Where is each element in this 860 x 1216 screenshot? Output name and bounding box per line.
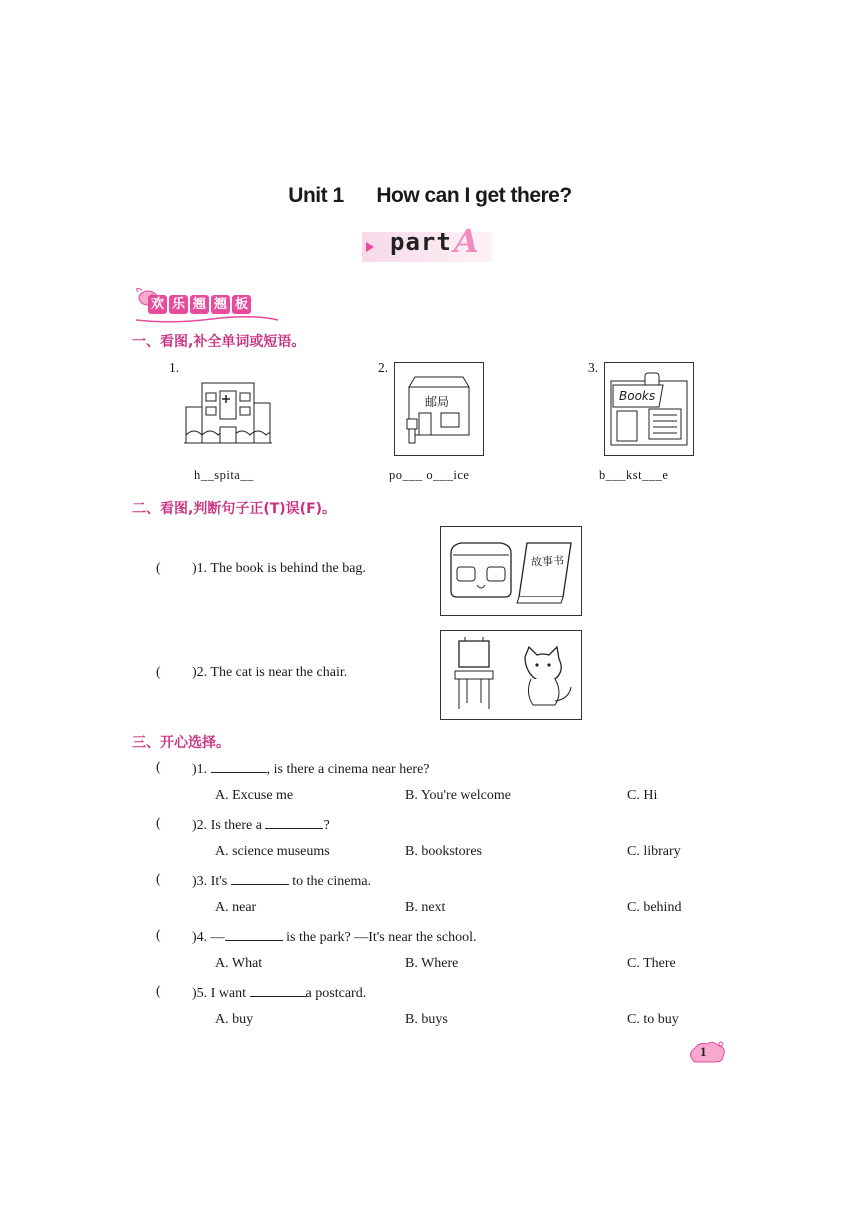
banner-char: 欢 <box>148 295 167 314</box>
page-number <box>687 1040 727 1066</box>
bag-book-picture <box>440 526 582 616</box>
unit-label: Unit 1 <box>288 184 344 207</box>
cat-icon <box>441 631 581 719</box>
page-number-text: 1 <box>700 1044 707 1059</box>
option-a: A. near <box>215 900 257 915</box>
banner-char: 板 <box>232 295 251 314</box>
fill-word: h__spita__ <box>194 468 254 482</box>
option-b: B. bookstores <box>405 844 482 859</box>
option-a: A. Excuse me <box>215 788 294 803</box>
question-suffix: , is there a cinema near here? <box>266 762 430 777</box>
question-1 <box>192 760 430 778</box>
hospital-icon <box>184 377 272 455</box>
answer-paren: ( <box>156 872 161 887</box>
banner-underline <box>132 316 282 324</box>
item-number: 3. <box>588 360 599 375</box>
question-3 <box>192 872 371 890</box>
question-prefix: )1. <box>192 762 208 777</box>
question-4 <box>192 928 476 946</box>
item-number: 1. <box>169 360 180 375</box>
answer-blank[interactable] <box>250 984 306 997</box>
cloud-icon <box>687 1040 727 1066</box>
post-office-picture <box>394 362 484 456</box>
post-office-sign: 邮局 <box>425 395 450 409</box>
option-a: A. What <box>215 956 263 971</box>
option-a: A. buy <box>215 1012 254 1027</box>
question-suffix: ? <box>323 818 330 833</box>
option-c: C. Hi <box>627 788 658 803</box>
item-number: 2. <box>378 360 389 375</box>
option-c: C. to buy <box>627 1012 679 1027</box>
hospital-picture <box>184 377 272 455</box>
statement-text: )1. The book is behind the bag. <box>192 561 366 576</box>
banner-char: 乐 <box>169 295 188 314</box>
question-prefix: )2. Is there a <box>192 818 262 833</box>
statement-text: )2. The cat is near the chair. <box>192 665 348 680</box>
chair-cat-picture <box>440 630 582 720</box>
option-b: B. buys <box>405 1012 448 1027</box>
fill-word: b___kst___e <box>599 468 669 482</box>
fill-word: po___ o___ice <box>389 468 470 482</box>
answer-blank[interactable] <box>231 872 289 885</box>
answer-paren: ( <box>156 928 161 943</box>
question-suffix: is the park? —It's near the school. <box>286 930 477 945</box>
answer-paren: ( <box>156 561 161 576</box>
book-icon <box>441 527 581 615</box>
question-2 <box>192 816 330 834</box>
question-prefix: )4. — <box>192 930 225 945</box>
answer-blank[interactable] <box>211 760 267 773</box>
answer-paren: ( <box>156 665 161 680</box>
banner-chars <box>148 295 251 314</box>
part-letter: A <box>454 222 479 260</box>
question-5 <box>192 984 366 1002</box>
option-c: C. library <box>627 844 681 859</box>
unit-title-text: How can I get there? <box>376 184 572 207</box>
bookstore-sign: Books <box>619 389 656 403</box>
question-suffix: to the cinema. <box>292 874 372 889</box>
answer-blank[interactable] <box>225 928 283 941</box>
section-banner <box>132 290 282 320</box>
section1-heading: 一、看图,补全单词或短语。 <box>132 334 306 350</box>
banner-char: 翘 <box>190 295 209 314</box>
page-title <box>0 184 860 208</box>
question-suffix: a postcard. <box>305 986 367 1001</box>
option-b: B. You're welcome <box>405 788 511 803</box>
answer-paren: ( <box>156 984 161 999</box>
option-a: A. science museums <box>215 844 330 859</box>
option-c: C. There <box>627 956 676 971</box>
option-b: B. next <box>405 900 446 915</box>
answer-paren: ( <box>156 816 161 831</box>
part-label: part <box>390 228 452 256</box>
option-b: B. Where <box>405 956 459 971</box>
section3-heading: 三、开心选择。 <box>132 735 230 751</box>
question-prefix: )3. It's <box>192 874 228 889</box>
answer-blank[interactable] <box>265 816 323 829</box>
answer-paren: ( <box>156 760 161 775</box>
question-prefix: )5. I want <box>192 986 247 1001</box>
bookstore-icon <box>605 363 693 455</box>
part-badge <box>362 222 498 266</box>
banner-char: 翘 <box>211 295 230 314</box>
bookstore-picture <box>604 362 694 456</box>
option-c: C. behind <box>627 900 682 915</box>
section2-heading: 二、看图,判断句子正(T)误(F)。 <box>132 501 337 517</box>
book-label: 故事书 <box>530 554 565 569</box>
